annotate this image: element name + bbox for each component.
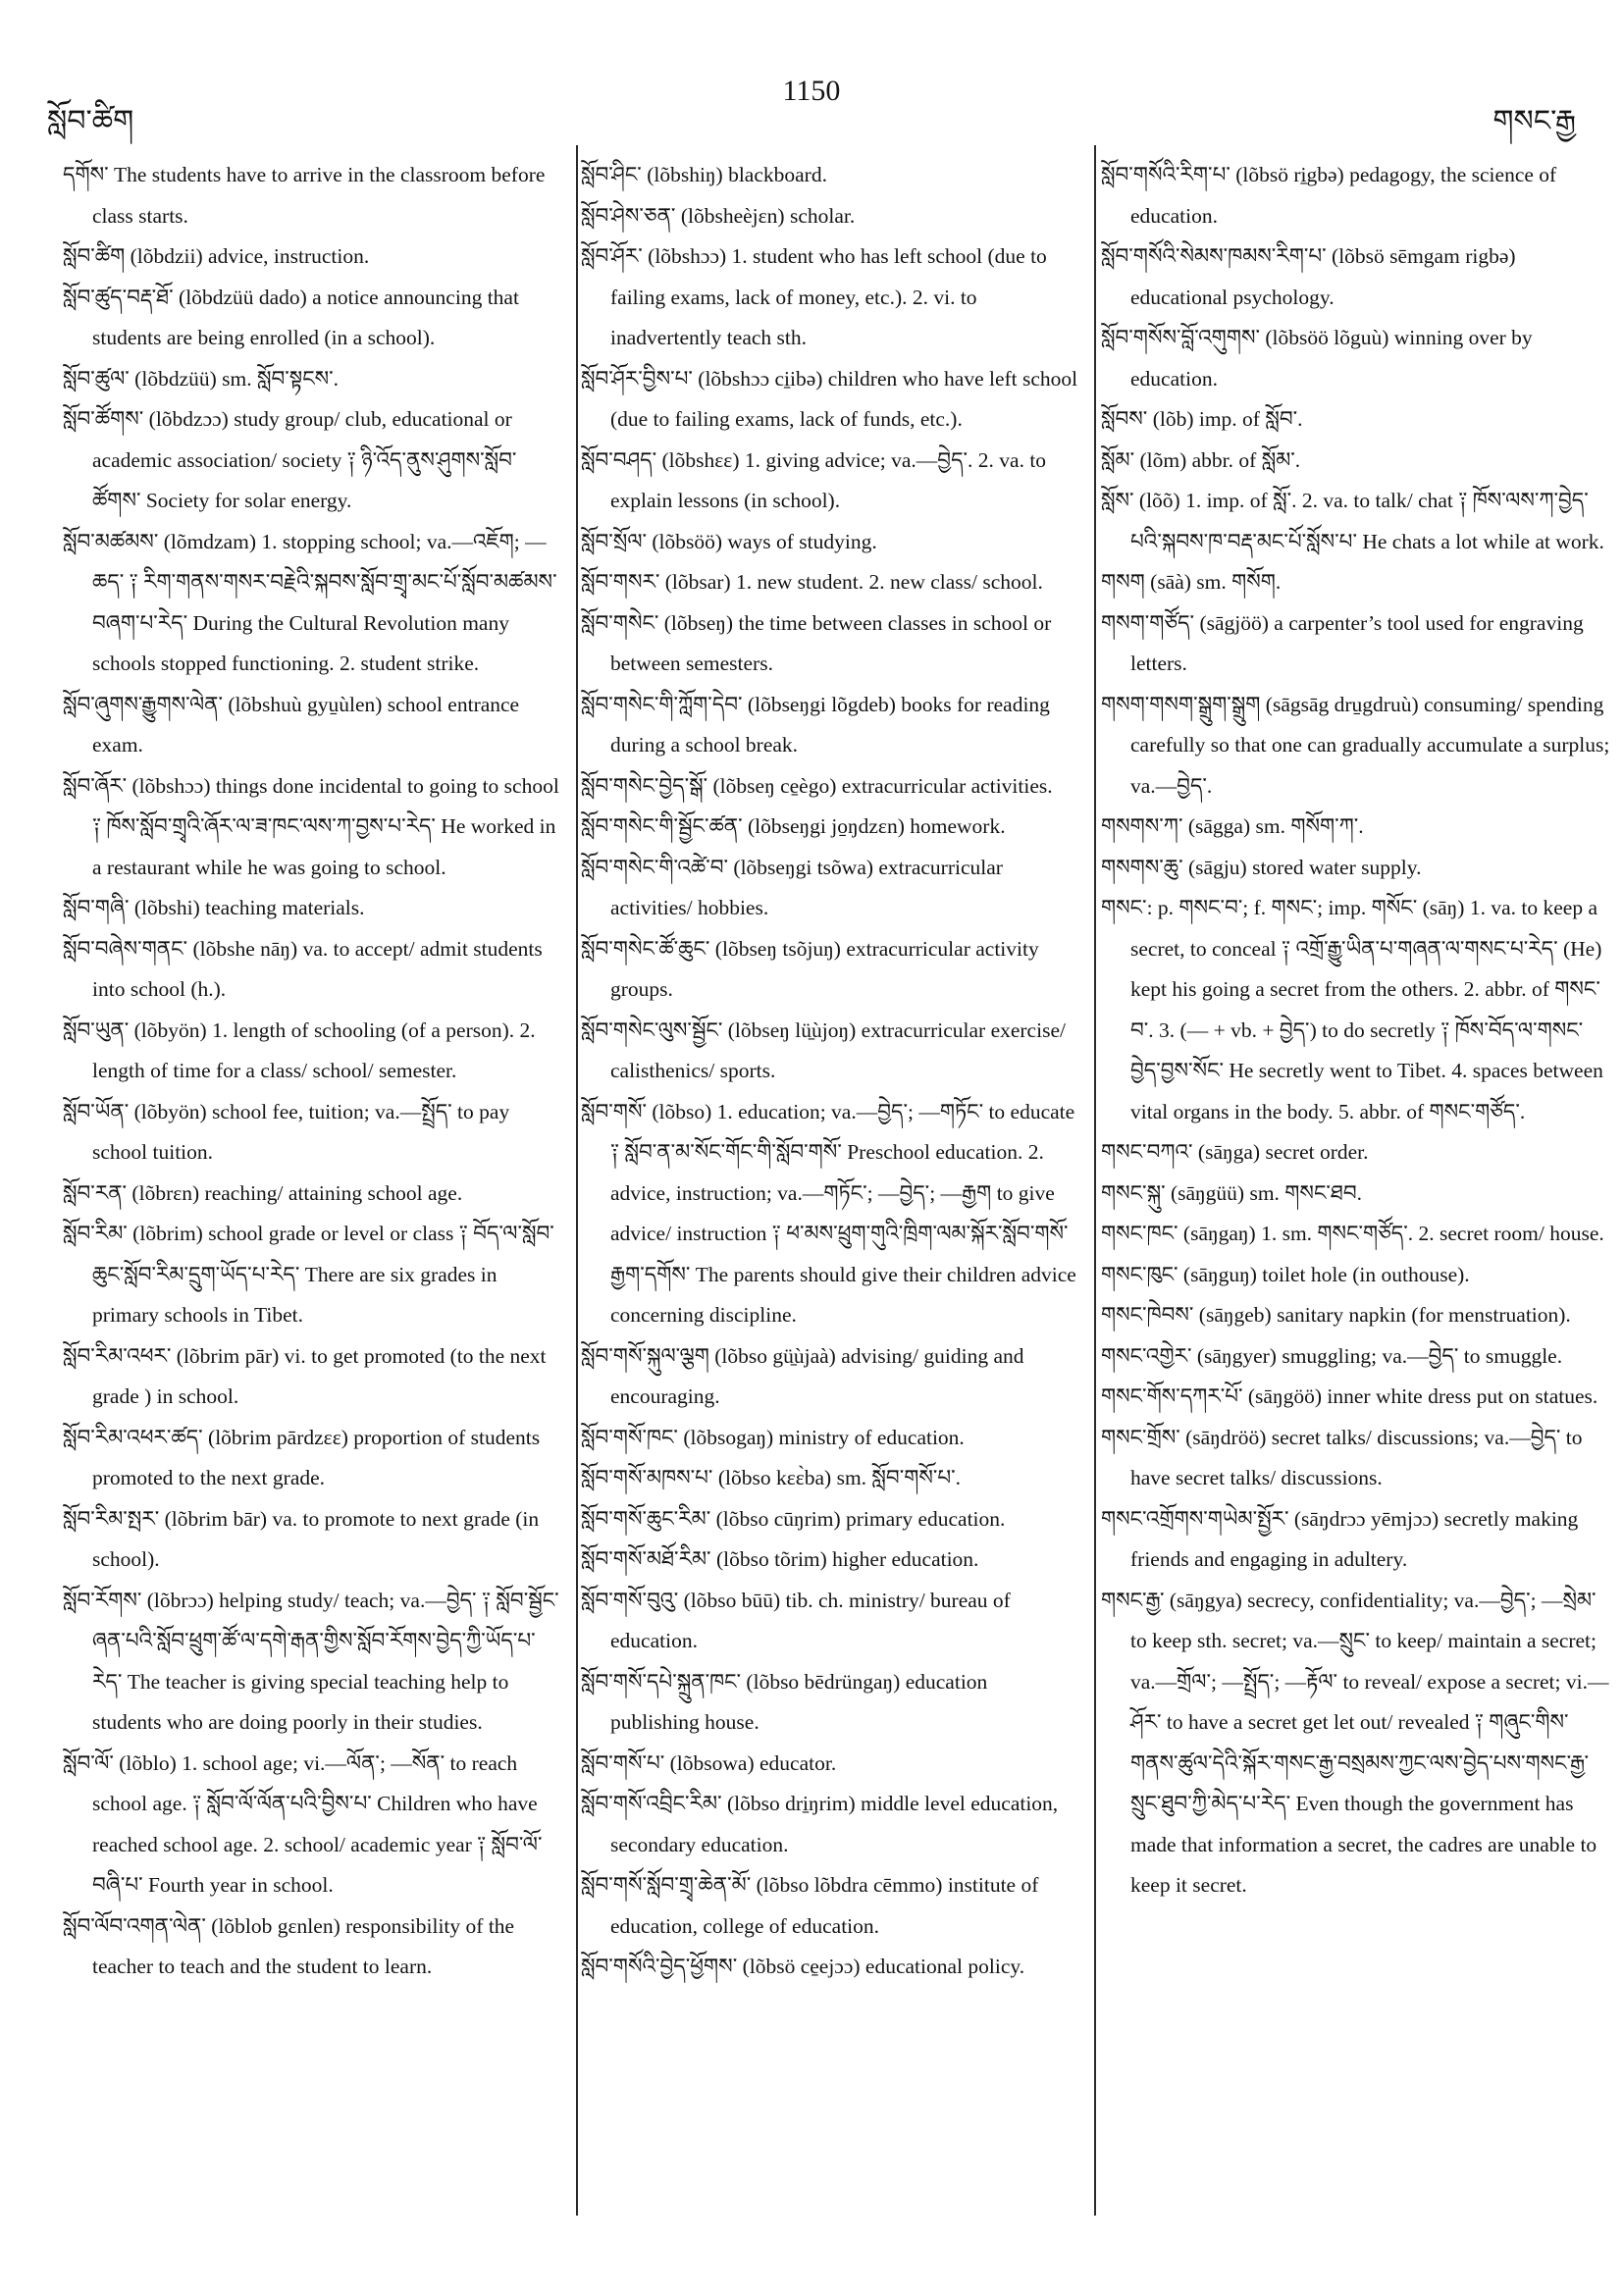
dictionary-entry: གསང་རྒྱ་ (sāŋgya) secrecy, confidentiality; va.—བྱེད་; —སྲེམ་ to keep sth. secret; va.—སྲུང་ to keep/ maintain a secret; va.—གྲོལ་; —སྤྲོད་; —རྟོལ་ to reveal/ expose a secret; vi.—ཤོར་ to have a secret get let out/ revealed ༑ གཞུང་གིས་གནས་ཚུལ་དེའི་སྐོར་གསང་རྒྱ་བསྲམས་ཀྱང་ལས་བྱེད་པས་གསང་རྒྱ་སྲུང་ཐུབ་ཀྱི་མེད་པ་རེད་ Even though the government has made that information a secret, the cadres are unable to keep it secret.: [1101, 1588, 1609, 1897]
dictionary-entry: སློབ་ཤོར་ (lõbshɔɔ) 1. student who has left school (due to failing exams, lack of money, etc.). 2. vi. to inadvertently teach sth.: [581, 244, 1047, 349]
dictionary-entry: སློབ་གསོ་ (lõbso) 1. education; va.—བྱེད་; —གཏོང་ to educate ༑ སློབ་ན་མ་སོང་གོང་གི་སློབ་གསོ་ Preschool education. 2. advice, instruction; va.—གཏོང་; —བྱེད་; —རྒྱག to give advice/ instruction ༑ ཕ་མས་ཕྲུག་གུའི་ཁྲིག་ལམ་སྐོར་སློབ་གསོ་རྒྱག་དགོས་ The parents should give their children advice concerning discipline.: [581, 1099, 1076, 1327]
dictionary-entry: སློབ་གསོ་དཔེ་སྐྲུན་ཁང་ (lõbso bēdrüngaŋ) education publishing house.: [581, 1669, 988, 1734]
dictionary-entry: གསང་ཁེབས་ (sāŋgeb) sanitary napkin (for menstruation).: [1101, 1303, 1571, 1327]
dictionary-entry: གསང་སྐུ་ (sāŋgüü) sm. གསང་ཐབ.: [1101, 1180, 1363, 1205]
dictionary-entry: སློབ་ལོབ་འགན་ལེན་ (lõblob gɛnlen) responsibility of the teacher to teach and the student to learn.: [63, 1913, 515, 1978]
dictionary-entry: སློབ་གསོ་སྐུལ་ལྕག (lõbso gü̱ùjaà) advising/ guiding and encouraging.: [581, 1343, 1024, 1408]
dictionary-entry: སློབ་ལོ་ (lõblo) 1. school age; vi.—ལོན་; —སོན་ to reach school age. ༑ སློབ་ལོ་ལོན་པའི་བྱིས་པ་ Children who have reached school age. 2. school/ academic year ༑ སློབ་ལོ་བཞི་པ་ Fourth year in school.: [63, 1750, 543, 1897]
dictionary-entry: སློམ་ (lõm) abbr. of སློམ་.: [1101, 447, 1301, 472]
dictionary-entry: སློབ་སྲོལ་ (lõbsöö) ways of studying.: [581, 529, 877, 553]
dictionary-entry: སློབ་གསོས་བློ་འགུགས་ (lõbsöö lõguù) winning over by education.: [1101, 326, 1533, 391]
dictionary-entry: སློབས་ (lõb) imp. of སློབ་.: [1101, 407, 1303, 431]
dictionary-entry: སློབ་གསོ་ཁང་ (lõbsogaŋ) ministry of education.: [581, 1425, 965, 1449]
dictionary-entry: སློབ་གསོ་འབྲིང་རིམ་ (lõbso dri̱ŋrim) middle level education, secondary education.: [581, 1792, 1059, 1856]
dictionary-entry: སློབ་ཚིག (lõbdzii) advice, instruction.: [63, 244, 370, 268]
dictionary-entry: སློབ་རན་ (lõbrɛn) reaching/ attaining school age.: [63, 1180, 463, 1205]
dictionary-entry: གསང་གྲོས་ (sāŋdröö) secret talks/ discussions; va.—བྱེད་ to have secret talks/ discussions.: [1101, 1425, 1583, 1489]
dictionary-entry: གསང་གོས་དཀར་པོ་ (sāŋgöö) inner white dress put on statues.: [1101, 1384, 1598, 1408]
dictionary-entry: སློབ་རིམ་ (lõbrim) school grade or level or class ༑ བོད་ལ་སློབ་ཆུང་སློབ་རིམ་དྲུག་ཡོད་པ་རེད་ There are six grades in primary schools in Tibet.: [63, 1222, 554, 1327]
dictionary-entry: སློབ་མཚམས་ (lõmdzam) 1. stopping school; va.—འཇོག; —ཆད་ ༑ རིག་གནས་གསར་བརྗེའི་སྐབས་སློབ་གྲྭ་མང་པོ་སློབ་མཚམས་བཞག་པ་རེད་ During the Cultural Revolution many schools stopped functioning. 2. student strike.: [63, 529, 557, 675]
page-number: 1150: [782, 75, 841, 107]
dictionary-entry: གསང་ཁང་ (sāŋgaŋ) 1. sm. གསང་གཙོད་. 2. secret room/ house.: [1101, 1222, 1604, 1245]
dictionary-entry: གསགས་ཆུ་ (sāgju) stored water supply.: [1101, 855, 1422, 879]
dictionary-entry: སློབ་གསོ་སློབ་གྲྭ་ཆེན་མོ་ (lõbso lõbdra cēmmo) institute of education, college of education.: [581, 1873, 1039, 1938]
dictionary-entry: སློབ་གསེང་ (lõbseŋ) the time between classes in school or between semesters.: [581, 610, 1052, 675]
right-guide-word: གསང་རྒྱ: [1492, 105, 1576, 137]
dictionary-entry: གསག (sāà) sm. གསོག.: [1101, 570, 1282, 594]
dictionary-entry: སློབ་གསེང་གི་སྦྱོང་ཚན་ (lõbseŋgi jo̱ŋdzɛn) homework.: [581, 814, 1006, 838]
dictionary-entry: སློས་ (lõõ) 1. imp. of སློ་. 2. va. to talk/ chat ༑ ཁོས་ལས་ཀ་བྱེད་པའི་སྐབས་ཁ་བརྡ་མང་པོ་སློས་པ་ He chats a lot while at work.: [1101, 489, 1604, 553]
dictionary-entry: གསག་གསག་སྒྲུག་སྒྲུག (sāgsāg dru̱gdruù) consuming/ spending carefully so that one can gradually accumulate a surplus; va.—བྱེད་.: [1101, 692, 1610, 798]
dictionary-entry: སློབ་ཤེས་ཅན་ (lõbsheèjɛn) scholar.: [581, 203, 856, 228]
dictionary-entry: སློབ་ཚུད་བརྡ་ཐོ་ (lõbdzüü dado) a notice announcing that students are being enrolled (in a school).: [63, 285, 519, 349]
column-3: [1101, 155, 1611, 2206]
dictionary-entry: སློབ་རིམ་སྤར་ (lõbrim bār) va. to promote to next grade (in school).: [63, 1506, 540, 1571]
dictionary-entry: སློབ་ཤིང་ (lõbshiŋ) blackboard.: [581, 163, 827, 186]
dictionary-entry: སློབ་ཤོར་བྱིས་པ་ (lõbshɔɔ ci̱ibə) children who have left school (due to failing exams, lack of funds, etc.).: [581, 366, 1078, 431]
dictionary-entry: སློབ་རིམ་འཕར་ (lõbrim pār) vi. to get promoted (to the next grade ) in school.: [63, 1343, 547, 1408]
dictionary-entry: གསང་: p. གསང་བ་; f. གསང་; imp. གསོང་ (sāŋ) 1. va. to keep a secret, to conceal ༑ འགྲོ་རྒྱུ་ཡིན་པ་གཞན་ལ་གསང་པ་རེད་ (He) kept his going a secret from the others. 2. abbr. of གསང་བ་. 3. (— + vb. + བྱེད་) to do secretly ༑ ཁོས་བོད་ལ་གསང་བྱེད་བྱས་སོང་ He secretly went to Tibet. 4. spaces between vital organs in the body. 5. abbr. of གསང་གཙོད་.: [1101, 896, 1603, 1123]
dictionary-entry: གསང་འགྱེར་ (sāŋgyer) smuggling; va.—བྱེད་ to smuggle.: [1101, 1343, 1563, 1368]
dictionary-entry: སློབ་གསོ་ཆུང་རིམ་ (lõbso cūŋrim) primary education.: [581, 1506, 1006, 1531]
dictionary-entry: གསགས་ཀ་ (sāgga) sm. གསོག་ཀ་.: [1101, 814, 1364, 838]
dictionary-entry: སློབ་ཞུགས་རྒྱུགས་ལེན་ (lõbshuù gyu̱ùlen) school entrance exam.: [63, 692, 520, 757]
dictionary-entry: གསང་འགྲོགས་གཡེམ་སྤྱོར་ (sāŋdrɔɔ yēmjɔɔ) secretly making friends and engaging in adultery.: [1101, 1506, 1579, 1571]
dictionary-entry: སློབ་གསོ་པ་ (lõbsowa) educator.: [581, 1750, 837, 1775]
column-divider: [576, 145, 578, 2216]
column-divider: [1094, 145, 1096, 2216]
page-header: [0, 67, 1623, 137]
dictionary-entry: སློབ་གསར་ (lõbsar) 1. new student. 2. new class/ school.: [581, 570, 1043, 594]
dictionary-entry: གསང་བཀའ་ (sāŋga) secret order.: [1101, 1140, 1369, 1164]
dictionary-entry: སློབ་གསེང་གི་འཚེ་བ་ (lõbseŋgi tsõwa) extracurricular activities/ hobbies.: [581, 855, 1003, 919]
dictionary-entry: སློབ་གསེང་བྱེད་སྒོ་ (lõbseŋ ce̱ègo) extracurricular activities.: [581, 773, 1053, 798]
dictionary-entry: སློབ་གསོ་མཐོ་རིམ་ (lõbso tõrim) higher education.: [581, 1547, 979, 1571]
dictionary-entry: སློབ་རོགས་ (lõbrɔɔ) helping study/ teach; va.—བྱེད་ ༑ སློབ་སྦྱོང་ཞན་པའི་སློབ་ཕྲུག་ཚོ་ལ་དགེ་རྒན་གྱིས་སློབ་རོགས་བྱེད་ཀྱི་ཡོད་པ་རེད་ The teacher is giving special teaching help to students who are doing poorly in their studies.: [63, 1588, 559, 1734]
dictionary-entry: སློབ་གསོ་མཁས་པ་ (lõbso kɛɛ̀ba) sm. སློབ་གསོ་པ་.: [581, 1466, 962, 1489]
dictionary-entry: སློབ་གསོ་བུའུ་ (lõbso būū) tib. ch. ministry/ bureau of education.: [581, 1588, 1011, 1652]
dictionary-entry: སློབ་རིམ་འཕར་ཚད་ (lõbrim pārdzɛɛ) proportion of students promoted to the next grade.: [63, 1425, 541, 1489]
dictionary-entry: སློབ་ཚོགས་ (lõbdzɔɔ) study group/ club, educational or academic association/ society ༑ ཉི་འོད་ནུས་ཤུགས་སློབ་ཚོགས་ Society for solar energy.: [63, 407, 517, 512]
dictionary-entry: སློབ་གསོའི་བྱེད་ཕྱོགས་ (lõbsö ce̱ejɔɔ) educational policy.: [581, 1955, 1025, 1978]
dictionary-entry: སློབ་གསེང་ཚོ་ཆུང་ (lõbseŋ tsõjuŋ) extracurricular activity groups.: [581, 936, 1039, 1001]
dictionary-entry: སློབ་ཚུལ་ (lõbdzüü) sm. སློབ་སྟངས་.: [63, 366, 340, 391]
dictionary-entry: སློབ་གཞི་ (lõbshi) teaching materials.: [63, 896, 365, 919]
dictionary-entry: སློབ་ཡོན་ (lõbyön) school fee, tuition; va.—སྤྲོད་ to pay school tuition.: [63, 1099, 510, 1164]
dictionary-entry: དགོས་ The students have to arrive in the classroom before class starts.: [63, 163, 546, 228]
dictionary-entry: སློབ་གསོའི་རིག་པ་ (lõbsö ri̱gbə) pedagogy, the science of education.: [1101, 163, 1557, 228]
dictionary-entry: སློབ་གསེང་གི་ཀློག་དེབ་ (lõbseŋgi lõgdeb) books for reading during a school break.: [581, 692, 1050, 757]
dictionary-entry: སློབ་གསོའི་སེམས་ཁམས་རིག་པ་ (lõbsö sēmgam rigbə) educational psychology.: [1101, 244, 1516, 309]
dictionary-entry: སློབ་གསེང་ལུས་སྦྱོང་ (lõbseŋ lü̱ùjoŋ) extracurricular exercise/ calisthenics/ sports.: [581, 1018, 1066, 1082]
dictionary-entry: སློབ་བཤད་ (lõbshɛɛ) 1. giving advice; va.—བྱེད་. 2. va. to explain lessons (in school).: [581, 447, 1047, 512]
dictionary-entry: སློབ་བཞེས་གནང་ (lõbshe nāŋ) va. to accept/ admit students into school (h.).: [63, 936, 543, 1001]
column-2: [581, 155, 1081, 2206]
dictionary-entry: གསང་ཁུང་ (sāŋguŋ) toilet hole (in outhouse).: [1101, 1262, 1470, 1286]
left-guide-word: སློབ་ཚིག: [47, 105, 134, 137]
dictionary-entry: གསག་གཙོད་ (sāgjöö) a carpenter’s tool used for engraving letters.: [1101, 610, 1584, 675]
dictionary-entry: སློབ་ཞོར་ (lõbshɔɔ) things done incidental to going to school ༑ ཁོས་སློབ་གྲྭའི་ཞོར་ལ་ཟ་ཁང་ལས་ཀ་བྱས་པ་རེད་ He worked in a restaurant while he was going to school.: [63, 773, 559, 879]
column-1: [63, 155, 563, 2206]
dictionary-entry: སློབ་ཡུན་ (lõbyön) 1. length of schooling (of a person). 2. length of time for a class/ school/ semester.: [63, 1018, 536, 1082]
